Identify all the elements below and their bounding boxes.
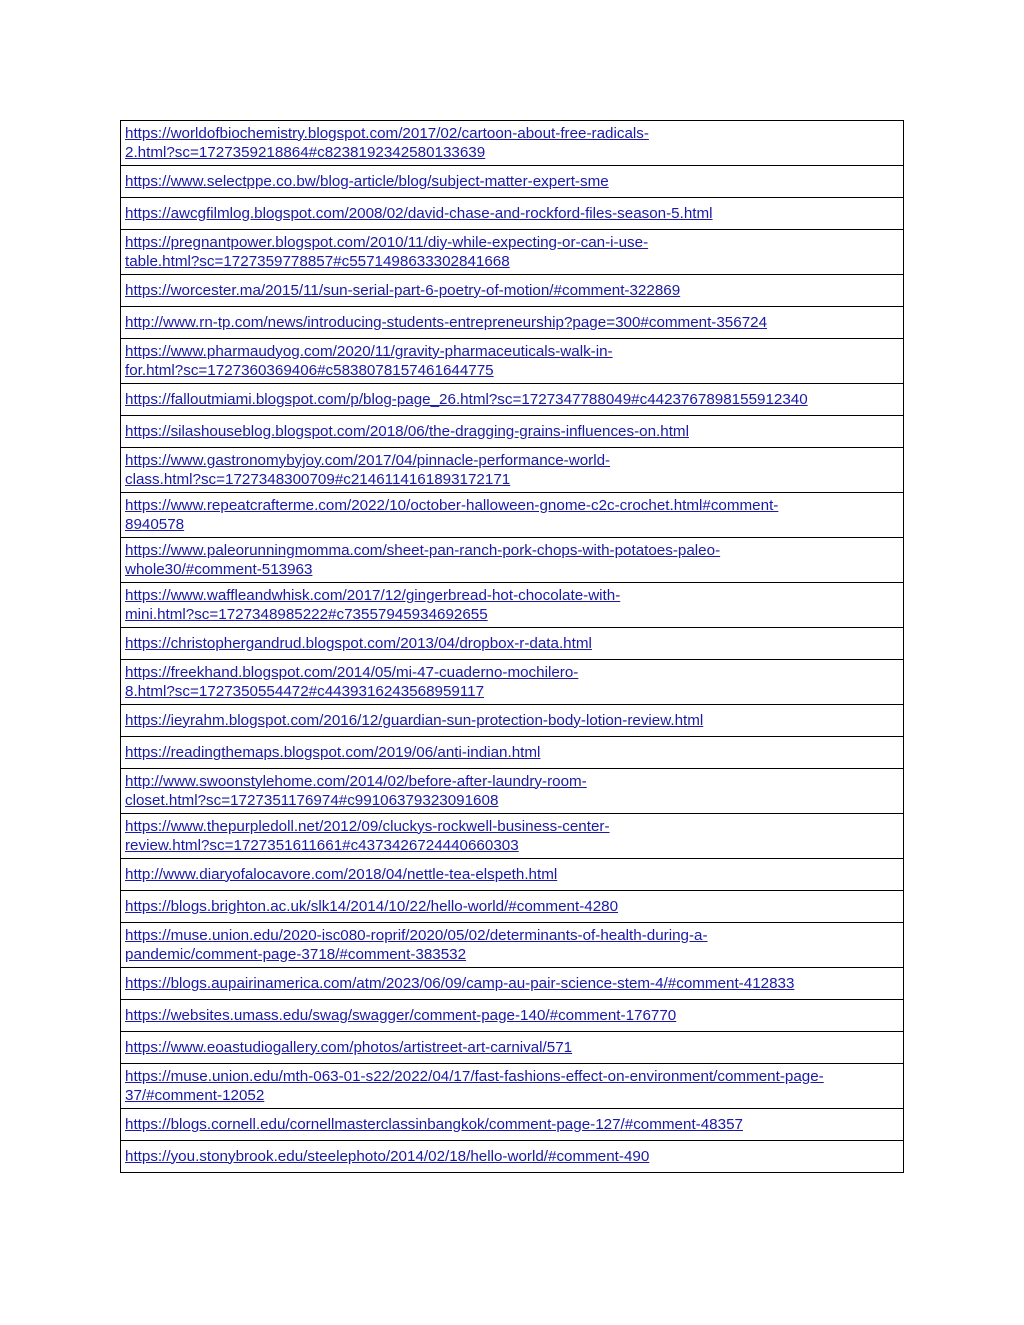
url-link[interactable] — [125, 773, 587, 809]
table-row — [121, 230, 904, 275]
link-cell — [121, 339, 904, 384]
url-link-line: https://www.paleorunningmomma.com/sheet-pan-ranch-pork-chops-with-potatoes-paleo- — [125, 541, 721, 559]
table-row — [121, 891, 904, 923]
link-cell — [121, 769, 904, 814]
url-link-line: https://christophergandrud.blogspot.com/2013/04/dropbox-r-data.html — [125, 634, 592, 652]
link-cell — [121, 493, 904, 538]
url-link-line: http://www.swoonstylehome.com/2014/02/before-after-laundry-room- — [125, 772, 587, 790]
url-link-line: https://you.stonybrook.edu/steelephoto/2014/02/18/hello-world/#comment-490 — [125, 1147, 650, 1165]
url-link[interactable] — [125, 452, 610, 488]
url-link[interactable] — [125, 423, 689, 440]
url-link-line: https://www.pharmaudyog.com/2020/11/gravity-pharmaceuticals-walk-in- — [125, 342, 613, 360]
table-row — [121, 660, 904, 705]
url-link-line: https://www.gastronomybyjoy.com/2017/04/pinnacle-performance-world- — [125, 451, 611, 469]
url-link[interactable] — [125, 866, 557, 883]
url-link-line: https://falloutmiami.blogspot.com/p/blog-page_26.html?sc=1727347788049#c4423767898155912340 — [125, 390, 808, 408]
url-link-line: closet.html?sc=1727351176974#c9910637932309160​8 — [125, 791, 499, 809]
url-link-line: for.html?sc=1727360369406#c5838078157461644775 — [125, 361, 494, 379]
link-cell — [121, 538, 904, 583]
link-cell — [121, 1109, 904, 1141]
link-cell — [121, 968, 904, 1000]
table-row — [121, 923, 904, 968]
link-cell — [121, 891, 904, 923]
url-link-line: https://blogs.brighton.ac.uk/slk14/2014/10/22/hello-world/#comment-4280 — [125, 897, 619, 915]
url-link-line: table.html?sc=1727359778857#c5571498633302841668 — [125, 252, 510, 270]
link-cell — [121, 628, 904, 660]
table-row — [121, 1109, 904, 1141]
url-link-line: 8940578 — [125, 515, 185, 533]
url-link[interactable] — [125, 497, 778, 533]
url-link-line: https://muse.union.edu/2020-isc080-roprif/2020/05/02/determinants-of-health-during-a- — [125, 926, 708, 944]
table-row — [121, 384, 904, 416]
url-link[interactable] — [125, 712, 703, 729]
table-row — [121, 493, 904, 538]
url-link-line: https://www.repeatcrafterme.com/2022/10/october-halloween-gnome-c2c-crochet.html#comment- — [125, 496, 779, 514]
url-link-line: https://muse.union.edu/mth-063-01-s22/2022/04/17/fast-fashions-effect-on-environment/comment-page- — [125, 1067, 824, 1085]
url-link-line: class.html?sc=1727348300709#c2146114161893172171 — [125, 470, 511, 488]
url-link-line: https://www.waffleandwhisk.com/2017/12/gingerbread-hot-chocolate-with- — [125, 586, 621, 604]
table-row — [121, 1141, 904, 1173]
link-cell — [121, 448, 904, 493]
url-link-line: https://www.eoastudiogallery.com/photos/artistreet-art-carnival/571 — [125, 1038, 573, 1056]
url-link-line: https://readingthemaps.blogspot.com/2019/06/anti-indian.html — [125, 743, 541, 761]
url-link-line: 37/#comment-12052 — [125, 1086, 265, 1104]
url-link[interactable] — [125, 282, 680, 299]
url-link[interactable] — [125, 542, 720, 578]
url-link[interactable] — [125, 818, 610, 854]
url-link-line: 2.html?sc=1727359218864#c8238192342580133639 — [125, 143, 486, 161]
url-link[interactable] — [125, 1148, 649, 1165]
table-row — [121, 166, 904, 198]
link-cell — [121, 166, 904, 198]
url-link-line: http://www.diaryofalocavore.com/2018/04/nettle-tea-elspeth.html — [125, 865, 558, 883]
table-row — [121, 1064, 904, 1109]
url-link-line: https://silashouseblog.blogspot.com/2018/06/the-dragging-grains-influences-on.html — [125, 422, 689, 440]
table-row — [121, 275, 904, 307]
link-cell — [121, 814, 904, 859]
url-link[interactable] — [125, 587, 620, 623]
url-link-line: https://ieyrahm.blogspot.com/2016/12/guardian-sun-protection-body-lotion-review.html — [125, 711, 704, 729]
url-link[interactable] — [125, 125, 649, 161]
url-link[interactable] — [125, 1116, 743, 1133]
url-link-line: https://blogs.aupairinamerica.com/atm/2023/06/09/camp-au-pair-science-stem-4/#comment-412833 — [125, 974, 795, 992]
url-link[interactable] — [125, 205, 713, 222]
url-link-line: review.html?sc=1727351611661#c4373426724440660303 — [125, 836, 519, 854]
table-row — [121, 628, 904, 660]
url-link-line: https://worcester.ma/2015/11/sun-serial-part-6-poetry-of-motion/#comment-322869 — [125, 281, 681, 299]
table-row — [121, 538, 904, 583]
url-link-line: https://awcgfilmlog.blogspot.com/2008/02/david-chase-and-rockford-files-season-5.html — [125, 204, 713, 222]
table-row — [121, 121, 904, 166]
link-cell — [121, 583, 904, 628]
url-link-line: https://pregnantpower.blogspot.com/2010/11/diy-while-expecting-or-can-i-use- — [125, 233, 649, 251]
link-cell — [121, 1141, 904, 1173]
url-link[interactable] — [125, 343, 613, 379]
link-cell — [121, 859, 904, 891]
url-link-line: https://blogs.cornell.edu/cornellmasterclassinbangkok/comment-page-127/#comment-48357 — [125, 1115, 743, 1133]
link-cell — [121, 198, 904, 230]
table-row — [121, 737, 904, 769]
link-cell — [121, 275, 904, 307]
url-link-line: mini.html?sc=1727348985222#c7355794593469265​5 — [125, 605, 488, 623]
link-cell — [121, 705, 904, 737]
table-row — [121, 339, 904, 384]
table-row — [121, 705, 904, 737]
table-row — [121, 769, 904, 814]
table-row — [121, 198, 904, 230]
link-cell — [121, 384, 904, 416]
table-row — [121, 448, 904, 493]
link-table — [120, 120, 904, 1173]
table-row — [121, 814, 904, 859]
url-link-line: https://worldofbiochemistry.blogspot.com/2017/02/cartoon-about-free-radicals- — [125, 124, 649, 142]
url-link-line: https://websites.umass.edu/swag/swagger/comment-page-140/#comment-176770 — [125, 1006, 677, 1024]
url-link[interactable] — [125, 744, 540, 761]
url-link-line: 8.html?sc=1727350554472#c4439316243568959117 — [125, 682, 485, 700]
link-cell — [121, 307, 904, 339]
link-cell — [121, 1000, 904, 1032]
url-link[interactable] — [125, 314, 767, 331]
link-cell — [121, 1064, 904, 1109]
table-row — [121, 859, 904, 891]
url-link[interactable] — [125, 635, 592, 652]
table-row — [121, 416, 904, 448]
link-cell — [121, 230, 904, 275]
url-link[interactable] — [125, 664, 578, 700]
table-row — [121, 968, 904, 1000]
url-link[interactable] — [125, 1068, 824, 1104]
url-link[interactable] — [125, 1039, 572, 1056]
link-cell — [121, 416, 904, 448]
url-link-line: http://www.rn-tp.com/news/introducing-students-entrepreneurship?page=300#comment-356724 — [125, 313, 768, 331]
url-link[interactable] — [125, 927, 708, 963]
table-row — [121, 583, 904, 628]
url-link-line: https://www.selectppe.co.bw/blog-article/blog/subject-matter-expert-sme — [125, 172, 609, 190]
url-link[interactable] — [125, 975, 794, 992]
url-link[interactable] — [125, 898, 618, 915]
url-link[interactable] — [125, 234, 648, 270]
link-cell — [121, 121, 904, 166]
url-link-line: https://www.thepurpledoll.net/2012/09/cluckys-rockwell-business-center- — [125, 817, 610, 835]
table-row — [121, 307, 904, 339]
table-row — [121, 1032, 904, 1064]
url-link-line: whole30/#comment-513963 — [125, 560, 313, 578]
link-cell — [121, 737, 904, 769]
link-cell — [121, 660, 904, 705]
url-link[interactable] — [125, 1007, 676, 1024]
link-table-body — [121, 121, 904, 1173]
url-link-line: https://freekhand.blogspot.com/2014/05/mi-47-cuaderno-mochilero- — [125, 663, 579, 681]
url-link[interactable] — [125, 391, 808, 408]
link-cell — [121, 923, 904, 968]
url-link[interactable] — [125, 173, 609, 190]
link-cell — [121, 1032, 904, 1064]
table-row — [121, 1000, 904, 1032]
url-link-line: pandemic/comment-page-3718/#comment-383532 — [125, 945, 467, 963]
